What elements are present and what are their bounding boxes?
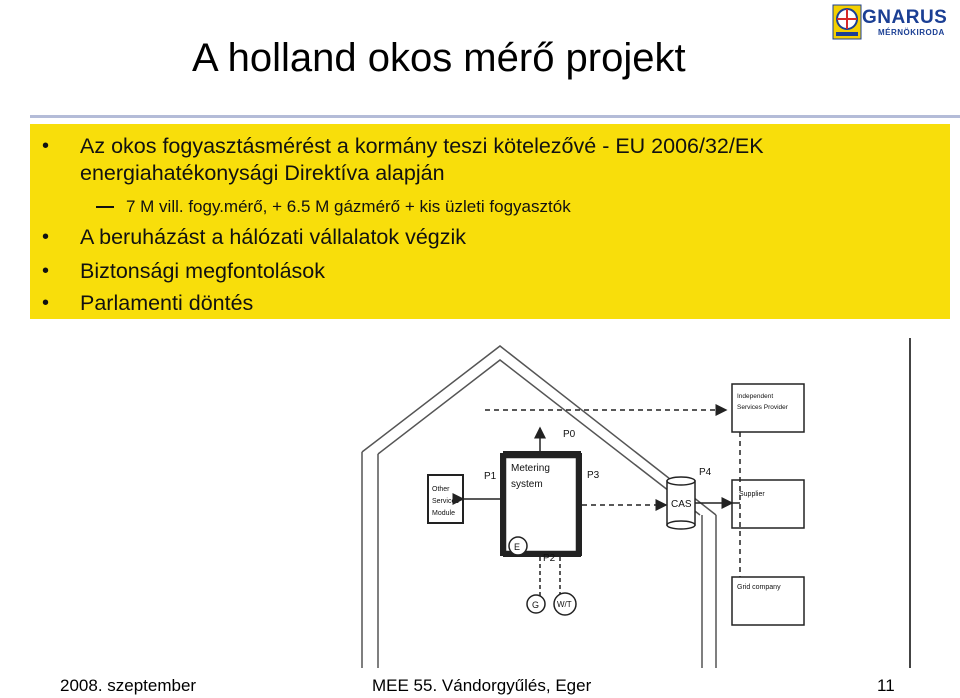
slide-title: A holland okos mérő projekt bbox=[192, 36, 686, 80]
bullet-1-line-2: energiahatékonysági Direktíva alapján bbox=[80, 161, 445, 185]
bullet-2: A beruházást a hálózati vállalatok végzik bbox=[80, 225, 467, 249]
bullet-1-line-1: Az okos fogyasztásmérést a kormány teszi kötelezővé - EU 2006/32/EK bbox=[80, 134, 764, 158]
svg-text:Metering: Metering bbox=[511, 463, 550, 474]
other-services-module-box bbox=[428, 475, 463, 523]
page-number: 11 bbox=[877, 676, 895, 695]
svg-text:system: system bbox=[511, 479, 543, 490]
grid-company-box bbox=[732, 577, 804, 625]
svg-text:Services: Services bbox=[432, 498, 459, 505]
svg-text:W/T: W/T bbox=[557, 600, 572, 609]
svg-text:Grid company: Grid company bbox=[737, 584, 781, 591]
svg-text:Other: Other bbox=[432, 486, 450, 493]
svg-text:Module: Module bbox=[432, 510, 455, 517]
g-meter bbox=[527, 595, 545, 613]
bullet-4: Parlamenti döntés bbox=[80, 291, 254, 315]
wt-meter bbox=[554, 593, 576, 615]
footer-date: 2008. szeptember bbox=[60, 676, 197, 695]
footer-event: MEE 55. Vándorgyűlés, Eger bbox=[372, 676, 592, 695]
e-meter bbox=[509, 537, 527, 555]
svg-text:P0: P0 bbox=[563, 429, 576, 440]
svg-text:E: E bbox=[514, 542, 521, 552]
bullet-dot: • bbox=[42, 226, 50, 248]
bullet-dot: • bbox=[42, 135, 50, 157]
bullet-3: Biztonsági megfontolások bbox=[80, 259, 326, 283]
svg-text:Independent: Independent bbox=[737, 393, 774, 400]
supplier-box bbox=[732, 480, 804, 528]
svg-text:Supplier: Supplier bbox=[739, 491, 765, 498]
bullet-dot: • bbox=[42, 292, 50, 314]
logo-name: GNARUS bbox=[862, 7, 948, 28]
svg-text:Services Provider: Services Provider bbox=[737, 404, 788, 411]
svg-text:CAS: CAS bbox=[671, 499, 692, 510]
svg-text:P1: P1 bbox=[484, 471, 497, 482]
svg-text:P4: P4 bbox=[699, 467, 712, 478]
bullet-dot: • bbox=[42, 260, 50, 282]
logo-subtitle: MÉRNÖKIRODA bbox=[878, 28, 945, 37]
cas-database bbox=[667, 477, 695, 529]
svg-text:P2: P2 bbox=[543, 553, 556, 564]
svg-text:P3: P3 bbox=[587, 470, 600, 481]
sub-bullet: 7 M vill. fogy.mérő, + 6.5 M gázmérő + kis üzleti fogyasztók bbox=[126, 197, 571, 216]
independent-services-provider-box bbox=[732, 384, 804, 432]
svg-text:G: G bbox=[532, 600, 540, 610]
